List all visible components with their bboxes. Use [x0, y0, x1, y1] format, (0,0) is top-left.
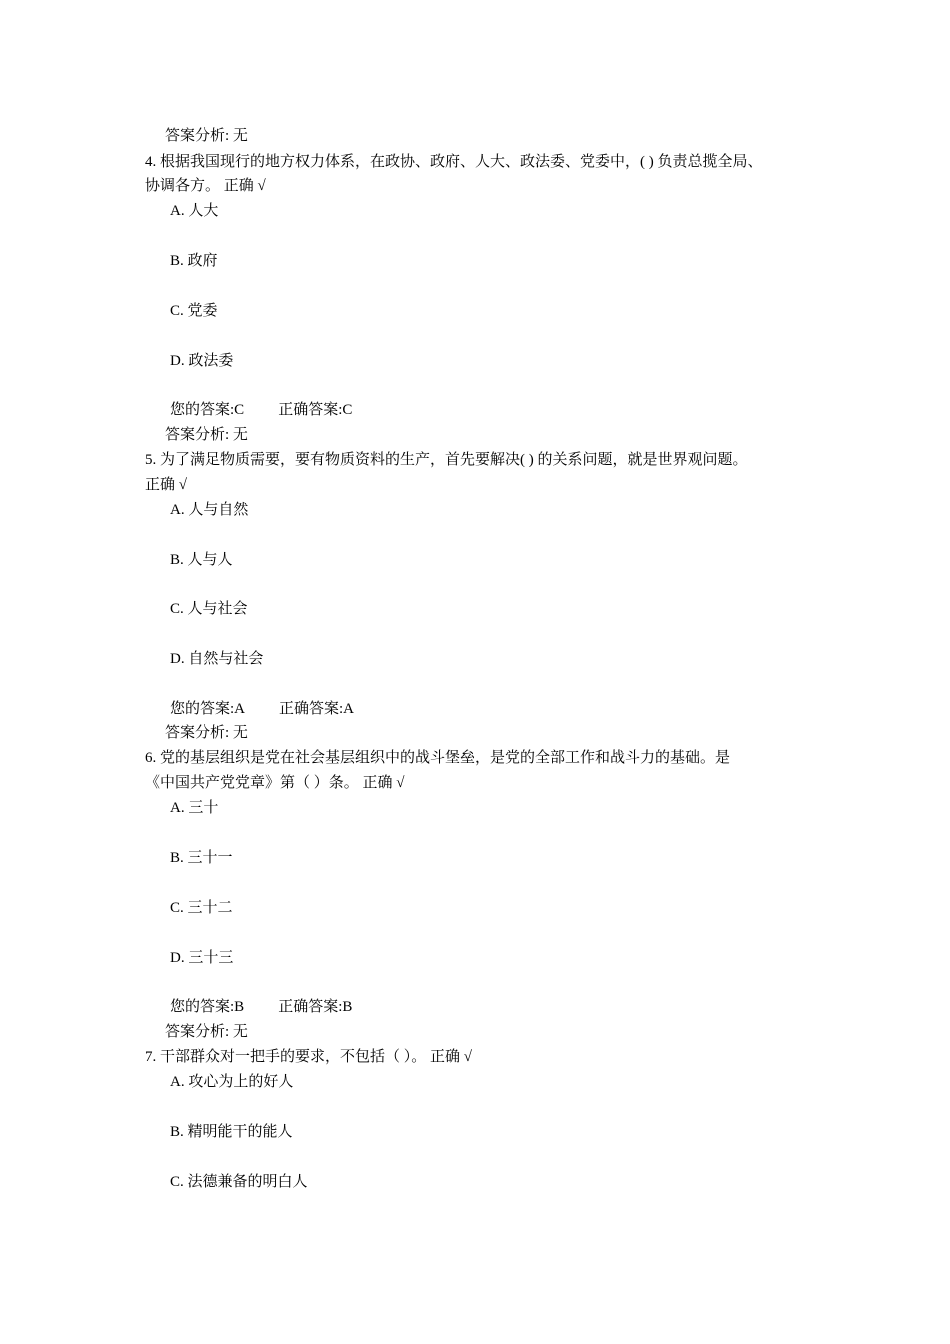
question-6-option-c: C. 三十二 — [170, 900, 233, 916]
question-5-option-d: D. 自然与社会 — [170, 651, 264, 667]
your-answer: 您的答案:C — [170, 402, 245, 418]
question-6-option-d: D. 三十三 — [170, 950, 234, 966]
your-answer: 您的答案:A — [170, 701, 246, 717]
question-6-answers — [170, 997, 352, 1017]
question-7-option-c: C. 法德兼备的明白人 — [170, 1174, 308, 1190]
answer-analysis: 答案分析: 无 — [165, 128, 248, 144]
question-5-text-cont: 正确 √ — [145, 477, 187, 493]
question-4-option-c: C. 党委 — [170, 303, 218, 319]
question-4-option-a: A. 人大 — [170, 203, 219, 219]
question-5-analysis: 答案分析: 无 — [165, 725, 248, 741]
question-4-option-d: D. 政法委 — [170, 353, 234, 369]
question-5-answers — [170, 699, 354, 719]
question-5-option-c: C. 人与社会 — [170, 601, 248, 617]
question-6-option-b: B. 三十一 — [170, 850, 233, 866]
correct-answer: 正确答案:A — [279, 701, 355, 717]
question-4-text-cont: 协调各方。 正确 √ — [145, 178, 266, 194]
question-6-text-cont: 《中国共产党党章》第（ ）条。 正确 √ — [145, 775, 405, 791]
correct-answer: 正确答案:C — [278, 402, 353, 418]
question-7-option-a: A. 攻心为上的好人 — [170, 1074, 294, 1090]
correct-answer: 正确答案:B — [278, 999, 353, 1015]
question-4-answers — [170, 400, 352, 420]
question-7-option-b: B. 精明能干的能人 — [170, 1124, 293, 1140]
question-4-option-b: B. 政府 — [170, 253, 218, 269]
your-answer: 您的答案:B — [170, 999, 245, 1015]
question-6-analysis: 答案分析: 无 — [165, 1024, 248, 1040]
question-5-option-b: B. 人与人 — [170, 552, 233, 568]
question-5-option-a: A. 人与自然 — [170, 502, 249, 518]
question-7-text: 7. 干部群众对一把手的要求，不包括（ ）。 正确 √ — [145, 1049, 472, 1065]
question-4-text: 4. 根据我国现行的地方权力体系，在政协、政府、人大、政法委、党委中，( ) 负责总揽全局、 — [145, 154, 763, 170]
question-6-text: 6. 党的基层组织是党在社会基层组织中的战斗堡垒，是党的全部工作和战斗力的基础。是 — [145, 750, 731, 766]
question-5-text: 5. 为了满足物质需要，要有物质资料的生产，首先要解决( ) 的关系问题，就是世界观问题。 — [145, 452, 748, 468]
question-6-option-a: A. 三十 — [170, 800, 219, 816]
question-4-analysis: 答案分析: 无 — [165, 427, 248, 443]
